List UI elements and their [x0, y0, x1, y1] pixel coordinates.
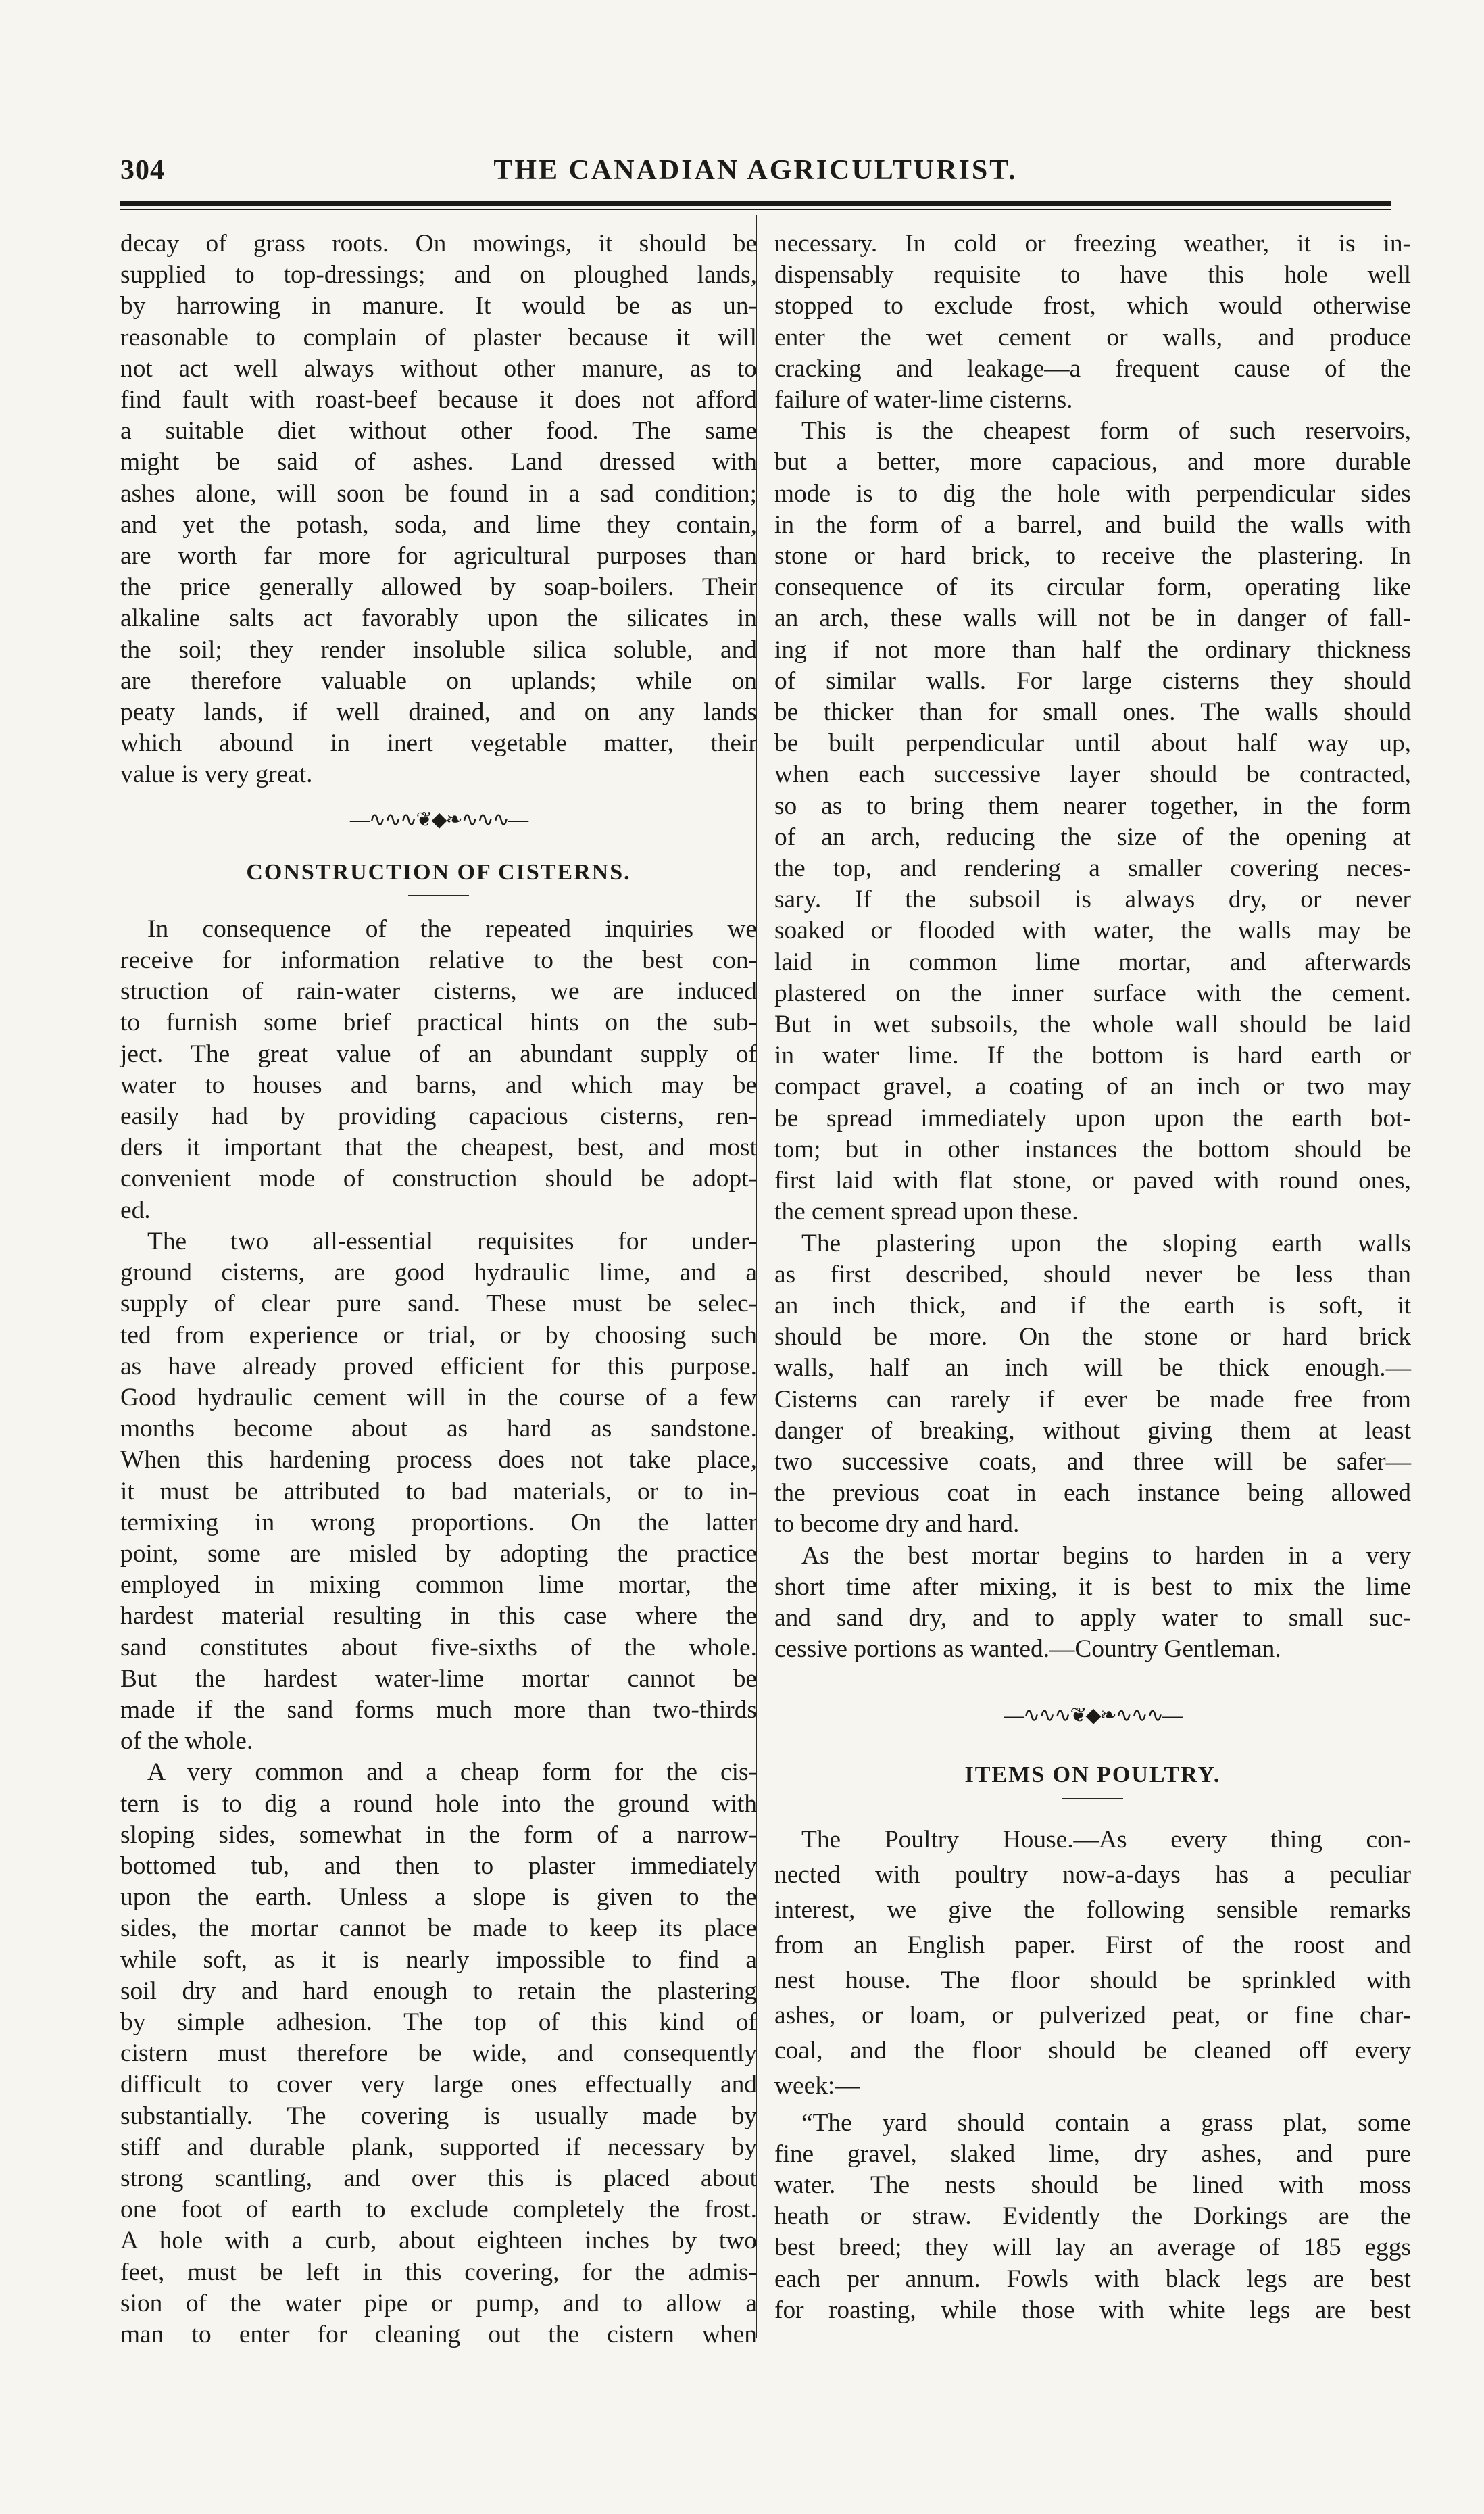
text-line: which abound in inert vegetable matter, their: [120, 729, 757, 758]
text-line: supplied to top-dressings; and on ploughed lands,: [120, 261, 757, 289]
text-line: A very common and a cheap form for the cis-: [147, 1758, 757, 1787]
text-line: when each successive layer should be contracted,: [774, 760, 1411, 789]
text-line: best breed; they will lay an average of 185 eggs: [774, 2233, 1411, 2262]
text-line: and yet the potash, soda, and lime they contain,: [120, 510, 757, 539]
text-line: each per annum. Fowls with black legs are best: [774, 2265, 1411, 2293]
text-line: of an arch, reducing the size of the opening at: [774, 823, 1411, 851]
text-line: ashes, or loam, or pulverized peat, or fine char-: [774, 2001, 1411, 2029]
text-line: But in wet subsoils, the whole wall should be laid: [774, 1011, 1411, 1039]
text-line: But the hardest water-lime mortar cannot be: [120, 1664, 757, 1693]
text-line: dispensably requisite to have this hole well: [774, 261, 1411, 289]
text-line: sary. If the subsoil is always dry, or never: [774, 886, 1411, 914]
text-line: coal, and the floor should be cleaned off every: [774, 2036, 1411, 2064]
text-line: are worth far more for agricultural purposes than: [120, 542, 757, 571]
text-line: convenient mode of construction should be adopt-: [120, 1165, 757, 1193]
text-line: to become dry and hard.: [774, 1510, 1020, 1539]
text-line: sides, the mortar cannot be made to keep its place: [120, 1914, 757, 1943]
text-line: sand constitutes about five-sixths of the whole.: [120, 1633, 757, 1662]
text-line: a suitable diet without other food. The same: [120, 417, 757, 445]
text-line: soil dry and hard enough to retain the plastering: [120, 1977, 757, 2005]
text-line: easily had by providing capacious cisterns, ren-: [120, 1103, 757, 1131]
text-line: two successive coats, and three will be safer—: [774, 1447, 1411, 1476]
text-line: of the whole.: [120, 1727, 253, 1756]
text-line: struction of rain-water cisterns, we are induced: [120, 977, 757, 1006]
text-line: the cement spread upon these.: [774, 1198, 1079, 1226]
text-line: the soil; they render insoluble silica soluble, and: [120, 635, 757, 664]
text-line: The two all-essential requisites for under-: [147, 1227, 757, 1255]
text-line: termixing in wrong proportions. On the latter: [120, 1508, 757, 1537]
text-line: stiff and durable plank, supported if necessary by: [120, 2133, 757, 2161]
text-line: sion of the water pipe or pump, and to allow a: [120, 2289, 757, 2317]
text-line: made if the sand forms much more than two-thirds: [120, 1695, 757, 1724]
text-line: stopped to exclude frost, which would otherwise: [774, 292, 1411, 320]
text-line: while soft, as it is nearly impossible to find a: [120, 1945, 757, 1974]
journal-title: THE CANADIAN AGRICULTURIST.: [493, 155, 1018, 186]
text-line: compact gravel, a coating of an inch or two may: [774, 1073, 1411, 1101]
text-line: by simple adhesion. The top of this kind of: [120, 2008, 757, 2036]
text-line: nected with poultry now-a-days has a peculiar: [774, 1860, 1411, 1889]
text-line: not act well always without other manure, as to: [120, 354, 757, 383]
text-line: in the form of a barrel, and build the walls with: [774, 510, 1411, 539]
text-line: employed in mixing common lime mortar, the: [120, 1571, 757, 1599]
left-column: [120, 228, 757, 2350]
text-line: and sand dry, and to apply water to small suc-: [774, 1603, 1411, 1632]
text-line: might be said of ashes. Land dressed with: [120, 448, 757, 477]
text-line: ashes alone, will soon be found in a sad condition;: [120, 479, 757, 508]
text-line: should be more. On the stone or hard brick: [774, 1323, 1411, 1351]
text-line: reasonable to complain of plaster because it will: [120, 323, 757, 352]
text-line: laid in common lime mortar, and afterwards: [774, 948, 1411, 976]
text-line: ed.: [120, 1196, 151, 1224]
text-line: it must be attributed to bad materials, or to in-: [120, 1477, 757, 1505]
text-line: difficult to cover very large ones effectually and: [120, 2071, 757, 2099]
cisterns-continued: [774, 228, 1411, 416]
text-line: first laid with flat stone, or paved with round ones,: [774, 1167, 1411, 1195]
page-header: [120, 154, 1391, 201]
text-line: week:—: [774, 2071, 860, 2100]
text-line: the previous coat in each instance being allowed: [774, 1479, 1411, 1507]
text-line: of similar walls. For large cisterns they should: [774, 667, 1411, 695]
poultry-title: ITEMS ON POULTRY.: [964, 1762, 1221, 1788]
text-line: The Poultry House.—As every thing con-: [801, 1825, 1411, 1854]
text-line: plastered on the inner surface with the cement.: [774, 979, 1411, 1007]
text-line: as first described, should never be less than: [774, 1260, 1411, 1288]
text-line: substantially. The covering is usually made by: [120, 2102, 757, 2130]
text-line: by harrowing in manure. It would be as un-: [120, 292, 757, 320]
text-line: the top, and rendering a smaller covering neces-: [774, 854, 1411, 883]
header-rule-thin: [120, 209, 1391, 210]
cisterns-paragraph-2: [120, 1226, 757, 1757]
poultry-paragraph-2: [774, 2108, 1411, 2326]
text-line: strong scantling, and over this is placed about: [120, 2164, 757, 2192]
text-line: danger of breaking, without giving them at least: [774, 1416, 1411, 1445]
text-line: nest house. The floor should be sprinkled with: [774, 1966, 1411, 1994]
cisterns-paragraph-5: [774, 1228, 1411, 1541]
text-line: cessive portions as wanted.—Country Gentleman.: [774, 1635, 1281, 1664]
text-line: months become about as hard as sandstone.: [120, 1415, 757, 1443]
cisterns-paragraph-1: [120, 914, 757, 1226]
text-line: When this hardening process does not take place,: [120, 1446, 757, 1474]
text-line: mode is to dig the hole with perpendicular sides: [774, 479, 1411, 508]
text-line: value is very great.: [120, 760, 313, 789]
text-line: walls, half an inch will be thick enough.—: [774, 1354, 1411, 1382]
text-line: receive for information relative to the best con-: [120, 946, 757, 975]
text-line: consequence of its circular form, operating like: [774, 573, 1411, 602]
text-line: Cisterns can rarely if ever be made free from: [774, 1385, 1411, 1413]
text-line: so as to bring them nearer together, in the form: [774, 792, 1411, 820]
text-line: feet, must be left in this covering, for the admis-: [120, 2258, 757, 2286]
text-line: are therefore valuable on uplands; while on: [120, 667, 757, 695]
text-line: alkaline salts act favorably upon the silicates in: [120, 604, 757, 633]
text-line: but a better, more capacious, and more durable: [774, 448, 1411, 477]
text-line: be thicker than for small ones. The walls should: [774, 698, 1411, 727]
text-line: sloping sides, somewhat in the form of a narrow-: [120, 1820, 757, 1849]
text-line: in water lime. If the bottom is hard earth or: [774, 1042, 1411, 1070]
text-line: water to houses and barns, and which may be: [120, 1071, 757, 1099]
section-ornament-2: —∿∿∿❦◆❧∿∿∿—: [1004, 1704, 1182, 1727]
cisterns-paragraph-3: [120, 1757, 757, 2350]
text-line: as have already proved efficient for this purpose.: [120, 1352, 757, 1380]
text-line: to furnish some brief practical hints on the sub-: [120, 1009, 757, 1037]
text-line: supply of clear pure sand. These must be selec-: [120, 1290, 757, 1318]
text-line: A hole with a curb, about eighteen inches by two: [120, 2227, 757, 2255]
text-line: enter the wet cement or walls, and produce: [774, 323, 1411, 352]
title-rule-2: [1062, 1798, 1123, 1799]
text-line: ing if not more than half the ordinary thickness: [774, 635, 1411, 664]
text-line: short time after mixing, it is best to mix the lime: [774, 1572, 1411, 1601]
text-line: “The yard should contain a grass plat, some: [801, 2108, 1411, 2137]
text-line: be spread immediately upon upon the earth bot-: [774, 1104, 1411, 1132]
cisterns-paragraph-6: [774, 1541, 1411, 1666]
text-line: stone or hard brick, to receive the plastering. In: [774, 542, 1411, 571]
right-column: [774, 228, 1411, 2326]
text-line: man to enter for cleaning out the cistern when: [120, 2321, 757, 2348]
text-line: cracking and leakage—a frequent cause of the: [774, 354, 1411, 383]
text-line: find fault with roast-beef because it does not afford: [120, 386, 757, 414]
text-line: the price generally allowed by soap-boilers. Their: [120, 573, 757, 602]
text-line: tom; but in other instances the bottom should be: [774, 1135, 1411, 1163]
intro-paragraph: [120, 228, 757, 791]
text-line: ground cisterns, are good hydraulic lime, and a: [120, 1259, 757, 1287]
text-line: decay of grass roots. On mowings, it should be: [120, 230, 757, 258]
text-line: one foot of earth to exclude completely the frost.: [120, 2196, 757, 2224]
page-number: 304: [120, 155, 165, 186]
cisterns-paragraph-4: [774, 416, 1411, 1228]
poultry-paragraph-1: [774, 1822, 1411, 2104]
text-line: water. The nests should be lined with moss: [774, 2171, 1411, 2199]
text-line: peaty lands, if well drained, and on any lands: [120, 698, 757, 727]
text-line: upon the earth. Unless a slope is given to the: [120, 1883, 757, 1912]
text-line: interest, we give the following sensible remarks: [774, 1895, 1411, 1924]
cisterns-title: CONSTRUCTION OF CISTERNS.: [246, 859, 631, 885]
text-line: tern is to dig a round hole into the ground with: [120, 1789, 757, 1818]
text-line: Good hydraulic cement will in the course of a few: [120, 1383, 757, 1411]
text-line: for roasting, while those with white legs are best: [774, 2296, 1411, 2324]
text-line: be built perpendicular until about half way up,: [774, 729, 1411, 758]
text-line: hardest material resulting in this case where the: [120, 1602, 757, 1630]
text-line: fine gravel, slaked lime, dry ashes, and pure: [774, 2140, 1411, 2168]
text-line: As the best mortar begins to harden in a very: [801, 1541, 1411, 1570]
text-line: soaked or flooded with water, the walls may be: [774, 917, 1411, 945]
text-line: an inch thick, and if the earth is soft, it: [774, 1291, 1411, 1320]
text-line: failure of water-lime cisterns.: [774, 386, 1073, 414]
text-line: In consequence of the repeated inquiries we: [147, 915, 757, 943]
header-rule: [120, 201, 1391, 206]
title-rule: [408, 895, 469, 896]
text-line: point, some are misled by adopting the practice: [120, 1539, 757, 1568]
text-line: This is the cheapest form of such reservoirs,: [801, 417, 1411, 445]
text-line: ted from experience or trial, or by choosing such: [120, 1321, 757, 1349]
section-ornament: —∿∿∿❦◆❧∿∿∿—: [349, 808, 528, 831]
text-line: from an English paper. First of the roost and: [774, 1931, 1411, 1959]
text-line: bottomed tub, and then to plaster immediately: [120, 1852, 757, 1880]
text-line: The plastering upon the sloping earth walls: [801, 1229, 1411, 1257]
text-line: ject. The great value of an abundant supply of: [120, 1040, 757, 1068]
text-line: necessary. In cold or freezing weather, it is in-: [774, 230, 1411, 258]
text-line: heath or straw. Evidently the Dorkings are the: [774, 2202, 1411, 2231]
text-line: ders it important that the cheapest, best, and most: [120, 1134, 757, 1162]
text-line: an arch, these walls will not be in danger of fall-: [774, 604, 1411, 633]
text-line: cistern must therefore be wide, and consequently: [120, 2039, 757, 2068]
